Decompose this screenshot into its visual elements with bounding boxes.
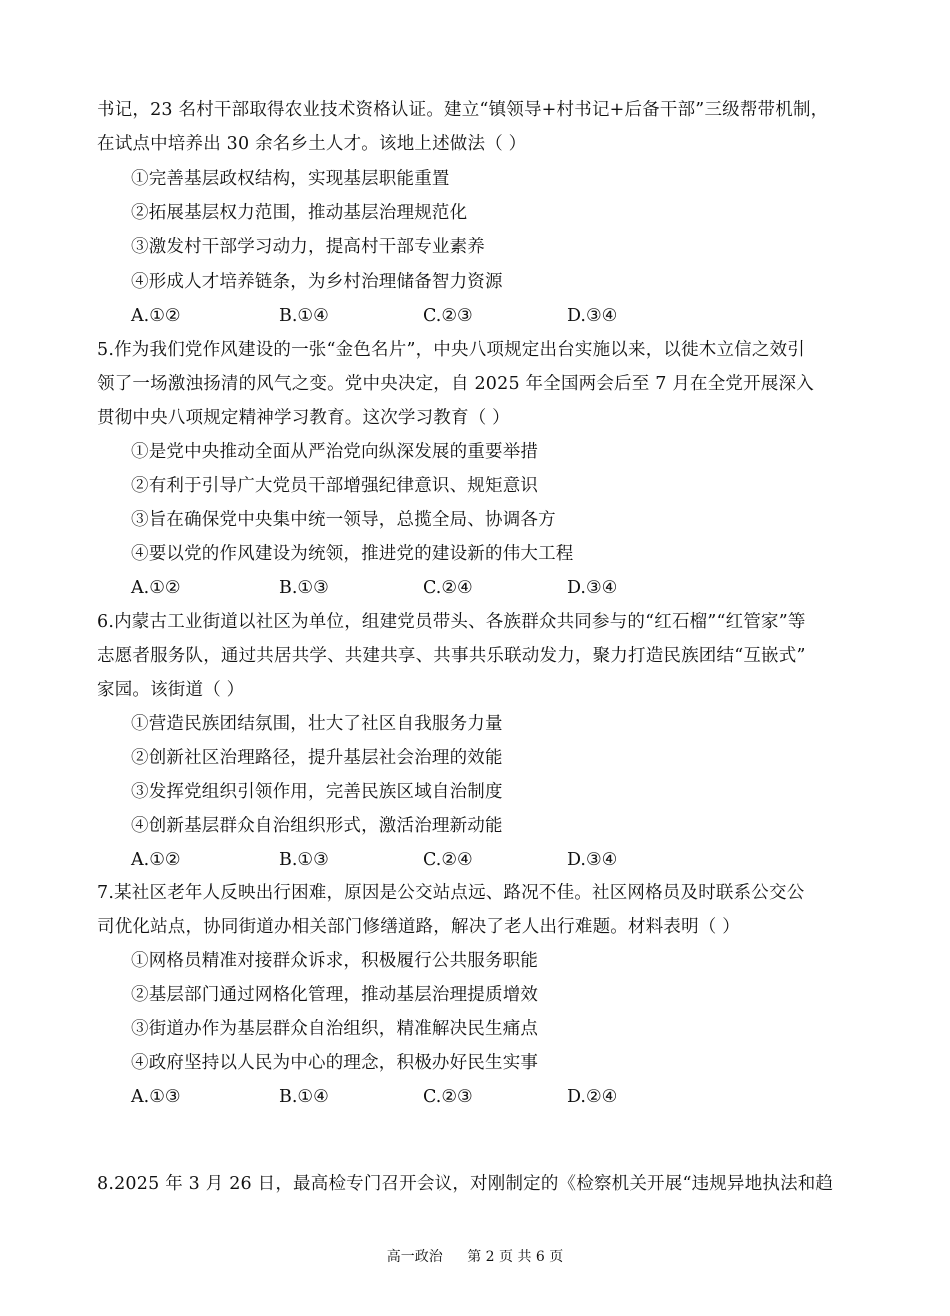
q6-choice-b: B.①③ [279,850,329,870]
q5-option-4: ④要以党的作风建设为统领，推进党的建设新的伟大工程 [131,544,574,564]
q5-choice-d: D.③④ [567,578,618,598]
q5-choice-c: C.②④ [423,578,473,598]
q8-stem-line-1: 8.2025 年 3 月 26 日，最高检专门召开会议，对刚制定的《检察机关开展“违规异地执法和趋 [97,1174,834,1194]
page-footer [0,1247,950,1267]
q6-option-3: ③发挥党组织引领作用，完善民族区域自治制度 [131,782,503,802]
q6-option-1: ①营造民族团结氛围，壮大了社区自我服务力量 [131,714,503,734]
q6-option-2: ②创新社区治理路径，提升基层社会治理的效能 [131,748,503,768]
q4-stem-line-1: 书记，23 名村干部取得农业技术资格认证。建立“镇领导+村书记+后备干部”三级帮带机制， [97,100,829,120]
q6-stem-line-3: 家园。该街道（ ） [97,680,245,700]
q7-option-2: ②基层部门通过网格化管理，推动基层治理提质增效 [131,985,539,1005]
q4-stem-line-2: 在试点中培养出 30 余名乡土人才。该地上述做法（ ） [97,134,527,154]
q5-choice-b: B.①③ [279,578,329,598]
q4-choice-a: A.①② [131,306,181,326]
q5-option-1: ①是党中央推动全面从严治党向纵深发展的重要举措 [131,442,539,462]
q5-stem-line-2: 领了一场激浊扬清的风气之变。党中央决定，自 2025 年全国两会后至 7 月在全党开展深入 [97,374,814,394]
q5-stem-line-1: 5.作为我们党作风建设的一张“金色名片”，中央八项规定出台实施以来，以徙木立信之效引 [97,340,805,360]
q7-stem-line-2: 司优化站点，协同街道办相关部门修缮道路，解决了老人出行难题。材料表明（ ） [97,917,740,937]
q4-choice-c: C.②③ [423,306,473,326]
footer-subject: 高一政治 [386,1249,443,1265]
q5-stem-line-3: 贯彻中央八项规定精神学习教育。这次学习教育（ ） [97,408,510,428]
q6-option-4: ④创新基层群众自治组织形式，激活治理新动能 [131,816,503,836]
q7-choice-a: A.①③ [131,1087,181,1107]
q7-option-1: ①网格员精准对接群众诉求，积极履行公共服务职能 [131,951,539,971]
q7-choice-d: D.②④ [567,1087,618,1107]
q4-option-4: ④形成人才培养链条，为乡村治理储备智力资源 [131,272,503,292]
footer-page-number: 第 2 页 共 6 页 [467,1249,564,1265]
q5-option-2: ②有利于引导广大党员干部增强纪律意识、规矩意识 [131,476,539,496]
q7-choice-c: C.②③ [423,1087,473,1107]
q6-choice-d: D.③④ [567,850,618,870]
q4-choice-d: D.③④ [567,306,618,326]
q4-option-2: ②拓展基层权力范围，推动基层治理规范化 [131,203,468,223]
q5-option-3: ③旨在确保党中央集中统一领导，总揽全局、协调各方 [131,510,556,530]
q7-option-3: ③街道办作为基层群众自治组织，精准解决民生痛点 [131,1019,539,1039]
q6-stem-line-1: 6.内蒙古工业街道以社区为单位，组建党员带头、各族群众共同参与的“红石榴”“红管家”等 [97,612,806,632]
q6-choice-c: C.②④ [423,850,473,870]
q4-option-1: ①完善基层政权结构，实现基层职能重置 [131,169,450,189]
q4-choice-b: B.①④ [279,306,329,326]
q6-stem-line-2: 志愿者服务队，通过共居共学、共建共享、共事共乐联动发力，聚力打造民族团结“互嵌式” [97,646,806,666]
q7-choice-b: B.①④ [279,1087,329,1107]
q6-choice-a: A.①② [131,850,181,870]
q5-choice-a: A.①② [131,578,181,598]
q4-option-3: ③激发村干部学习动力，提高村干部专业素养 [131,237,485,257]
q7-stem-line-1: 7.某社区老年人反映出行困难，原因是公交站点远、路况不佳。社区网格员及时联系公交公 [97,883,805,903]
q7-option-4: ④政府坚持以人民为中心的理念，积极办好民生实事 [131,1053,539,1073]
